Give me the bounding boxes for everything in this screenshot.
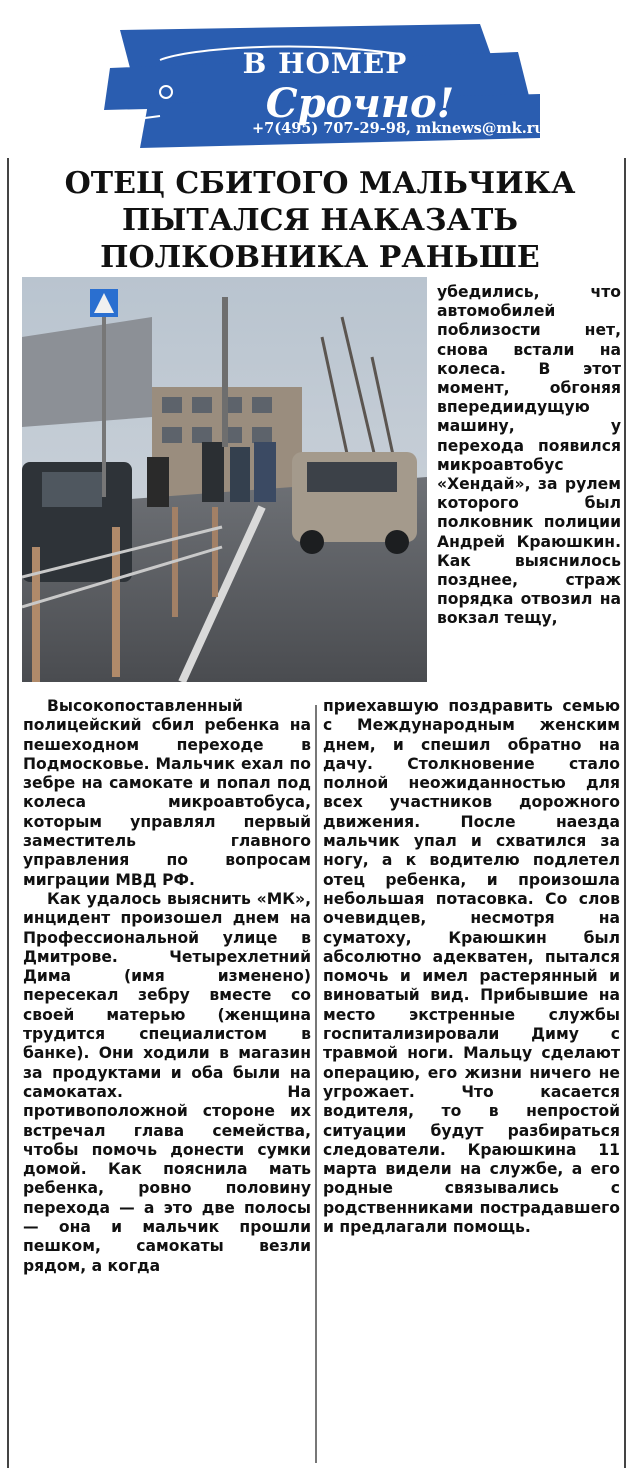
article-column-right-top — [437, 283, 621, 629]
lead-paragraph: Высокопоставленный полицейский сбил ребенка на пешеходном переходе в Подмосковье. Мальчик ехал по зебре на самокате и попал под колеса микроавтобуса, которым управлял первый заместитель главного управления по вопросам миграции МВД РФ. — [23, 697, 311, 889]
article-column-left — [23, 697, 311, 1276]
banner-contact: +7(495) 707-29-98, mknews@mk.ru — [252, 120, 545, 137]
right-rule — [624, 158, 626, 1468]
paragraph: Как удалось выяснить «МК», инцидент произошел днем на Профессиональной улице в Дмитрове. Четырехлетний Дима (имя изменено) пересекал зебру вместе со своей матерью (женщина трудится специалистом в банке). Они ходили в магазин за продуктами и оба были на самокатах. На противоположной стороне их встречал глава семейства, чтобы помочь донести сумки домой. Как пояснила мать ребенка, ровно половину перехода — а это две полосы — она и мальчик прошли пешком, самокаты везли рядом, а когда — [23, 889, 311, 1275]
left-rule — [7, 158, 9, 1468]
street-photo-image — [22, 277, 427, 682]
section-banner — [100, 20, 545, 150]
article-photo — [22, 277, 427, 682]
paragraph: убедились, что автомобилей поблизости нет, снова встали на колеса. В этот момент, обгоняя впередиидущую машину, у перехода появился микроавтобус «Хендай», за рулем которого был полковник полиции Андрей Краюшкин. Как выяснилось позднее, страж порядка отвозил на вокзал тещу, — [437, 283, 621, 628]
article-headline: ОТЕЦ СБИТОГО МАЛЬЧИКА ПЫТАЛСЯ НАКАЗАТЬ ПОЛКОВНИКА РАНЬШЕ — [64, 166, 576, 275]
paragraph: приехавшую поздравить семью с Международным женским днем, и спешил обратно на дачу. Столкновение стало полной неожиданностью для всех участников дорожного движения. После наезда мальчик упал и схватился за ногу, а к водителю подлетел отец ребенка, и произошла небольшая потасовка. Со слов очевидцев, несмотря на суматоху, Краюшкин был абсолютно адекватен, пытался помочь и имел растерянный и виноватый вид. Прибывшие на место экстренные службы госпитализировали Диму с травмой ноги. Мальцу сделают операцию, его жизни ничего не угрожает. Что касается водителя, то в непростой ситуации будут разбираться следователи. Краюшкина 11 марта видели на службе, а его родные связывались с родственниками пострадавшего и предлагали помощь. — [323, 697, 620, 1237]
banner-script-title: Срочно! — [265, 80, 455, 127]
banner-title: В НОМЕР — [242, 47, 408, 80]
cut-off-top-text — [0, 0, 636, 8]
article-column-right — [323, 697, 620, 1237]
column-rule — [315, 705, 317, 1463]
